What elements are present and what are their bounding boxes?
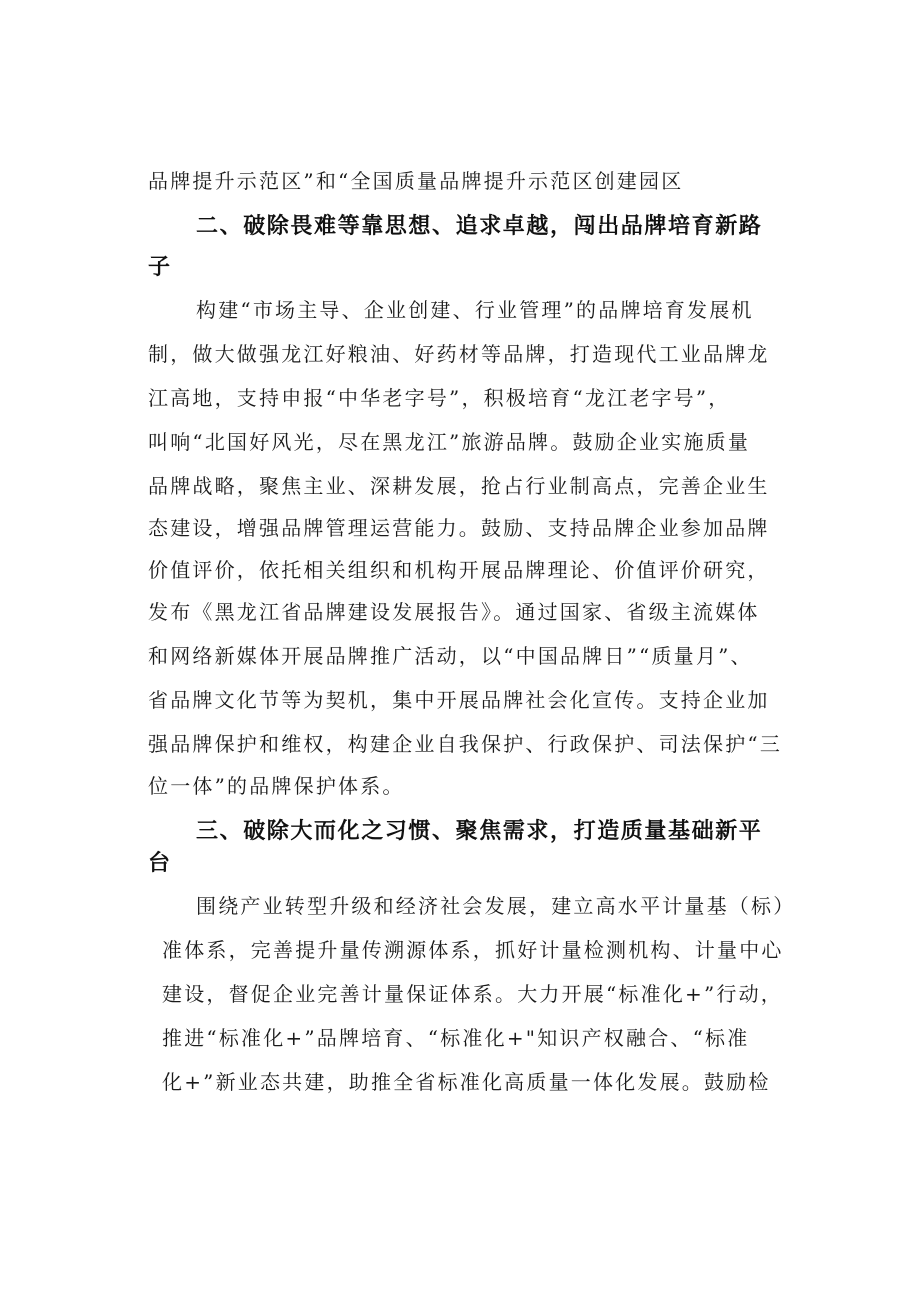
section-2-heading-line-1: 二、破除畏难等靠思想、追求卓越，闯出品牌培育新路	[196, 214, 763, 239]
section-2-paragraph-line: 构建“市场主导、企业创建、行业管理”的品牌培育发展机	[196, 298, 754, 322]
section-2-paragraph-line: 价值评价，依托相关组织和机构开展品牌理论、价值评价研究，	[148, 558, 770, 582]
section-3-paragraph-line: 围绕产业转型升级和经济社会发展，建立高水平计量基（标）	[196, 894, 796, 918]
section-2-paragraph-line: 态建设，增强品牌管理运营能力。鼓励、支持品牌企业参加品牌	[148, 516, 770, 540]
section-2-paragraph-line: 省品牌文化节等为契机，集中开展品牌社会化宣传。支持企业加	[148, 688, 770, 712]
section-2-paragraph-line: 和网络新媒体开展品牌推广活动，以“中国品牌日”“质量月”、	[148, 644, 753, 668]
section-3-paragraph-line: 化+”新业态共建，助推全省标准化高质量一体化发展。鼓励检	[162, 1070, 771, 1094]
continuation-line: 品牌提升示范区”和“全国质量品牌提升示范区创建园区	[148, 169, 684, 193]
section-2-paragraph-line: 强品牌保护和维权，构建企业自我保护、行政保护、司法保护“三	[148, 732, 783, 756]
section-3-paragraph-line: 建设，督促企业完善计量保证体系。大力开展“标准化+”行动，	[162, 982, 784, 1006]
section-3-heading-line-2: 台	[148, 851, 172, 876]
section-2-paragraph-line: 发布《黑龙江省品牌建设发展报告》。通过国家、省级主流媒体	[148, 600, 760, 624]
section-2-paragraph-line: 品牌战略，聚焦主业、深耕发展，抢占行业制高点，完善企业生	[148, 474, 770, 498]
section-2-paragraph-line: 江高地，支持申报“中华老字号”，积极培育“龙江老字号”，	[148, 386, 731, 410]
section-2-paragraph-line: 制，做大做强龙江好粮油、好药材等品牌，打造现代工业品牌龙	[148, 342, 770, 366]
section-3-paragraph-line: 准体系，完善提升量传溯源体系，抓好计量检测机构、计量中心	[162, 938, 784, 962]
section-2-paragraph-line: 位一体”的品牌保护体系。	[148, 774, 405, 798]
section-3-heading-line-1: 三、破除大而化之习惯、聚焦需求，打造质量基础新平	[196, 819, 763, 844]
section-2-paragraph-line: 叫响“北国好风光，尽在黑龙江”旅游品牌。鼓励企业实施质量	[148, 430, 751, 454]
section-2-heading-line-2: 子	[148, 255, 172, 280]
section-3-paragraph-line: 推进“标准化+”品牌培育、“标准化+"知识产权融合、“标准	[162, 1026, 750, 1050]
